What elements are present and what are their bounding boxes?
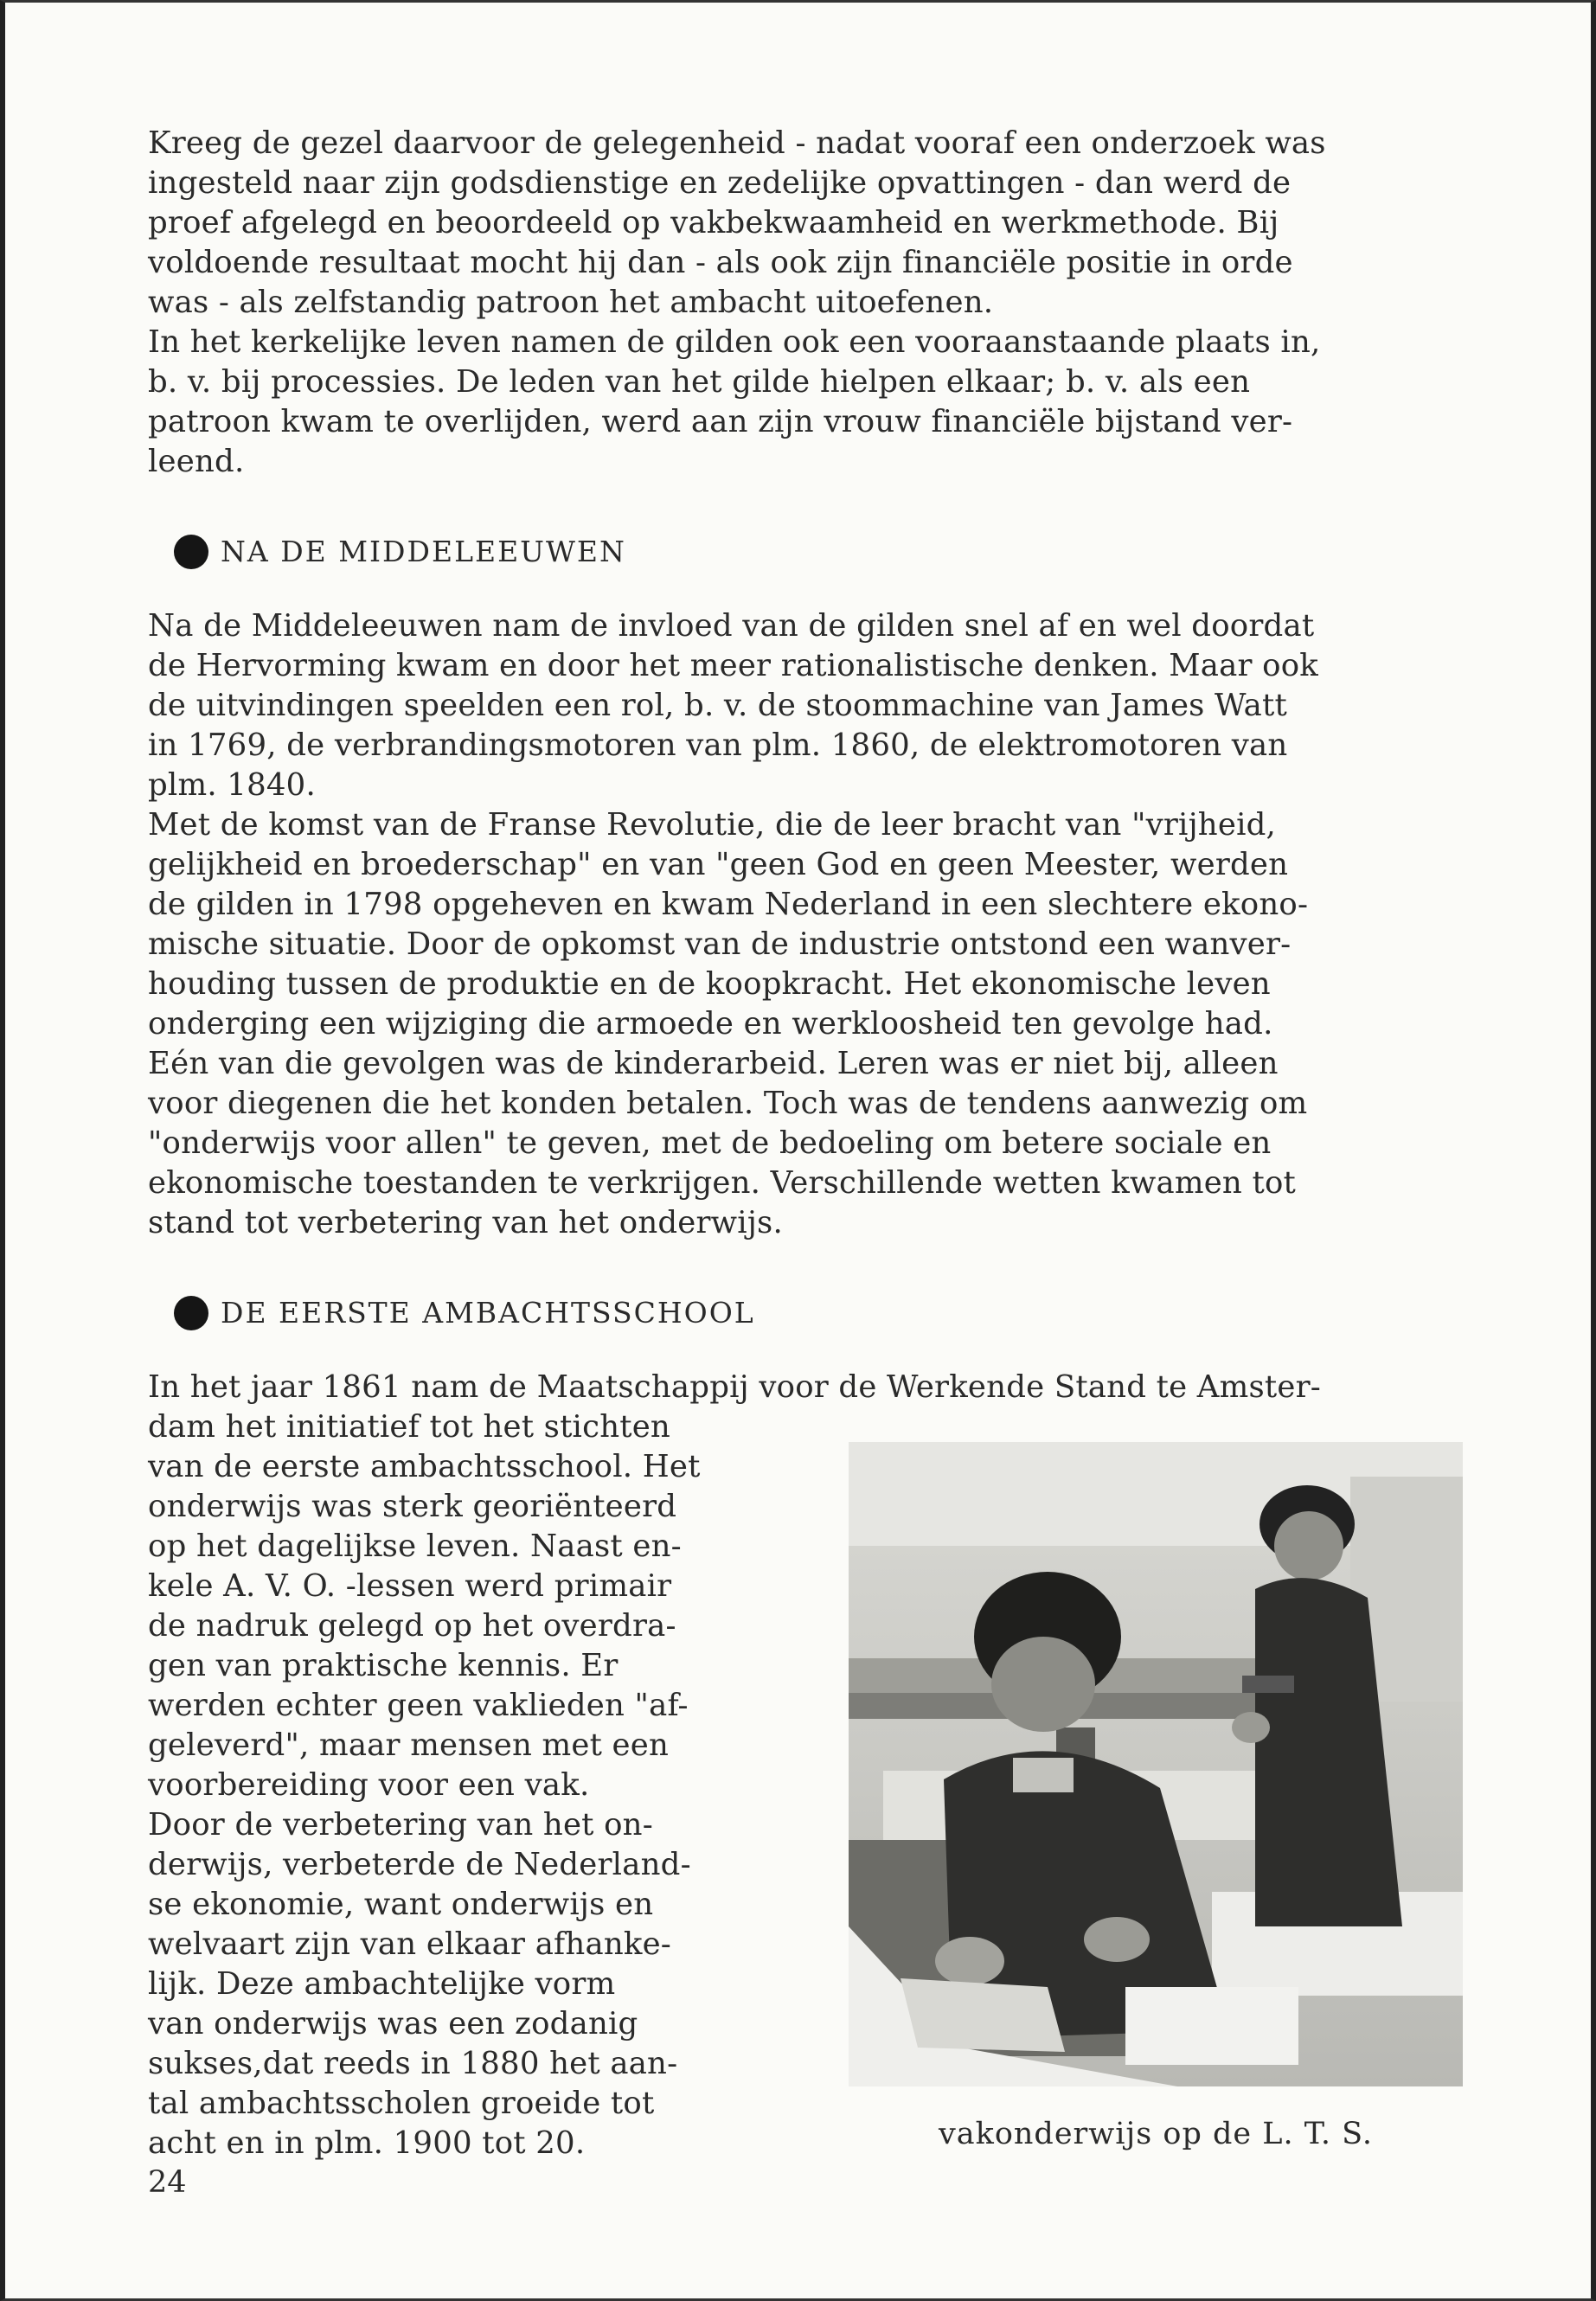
section-heading-na-de-middeleeuwen: NA DE MIDDELEEUWEN [174,532,1463,572]
page-number: 24 [148,2165,187,2200]
photo-figure [849,1442,1463,2163]
page-content [148,124,1463,2163]
ambachtsschool-column-text: dam het initiatief tot het stichten van de eerste ambachtsschool. Het onderwijs was sterk georiënteerd op het dagelijkse leven. Naast en- kele A. V. O. -lessen werd primair de nadruk gelegd op het overdra- gen van praktische kennis. Er werden echter geen vaklieden "af- geleverd", maar mensen met een voorbereiding voor een vak. Door de verbetering van het on- derwijs, verbeterde de Nederland- se ekonomie, want onderwijs en welvaart zijn van elkaar afhanke- lijk. Deze ambachtelijke vorm van onderwijs was een zodanig sukses,dat reeds in 1880 het aan- tal ambachtsscholen groeide tot acht en in plm. 1900 tot 20. [148,1409,701,2161]
bullet-icon [174,535,208,569]
text-with-photo [148,1407,1463,2163]
section-heading-eerste-ambachtsschool: DE EERSTE AMBACHTSSCHOOL [174,1293,1463,1333]
intro-paragraph: Kreeg de gezel daarvoor de gelegenheid - nadat vooraf een onderzoek was ingesteld naar zijn godsdienstige en zedelijke opvattingen - dan werd de proef afgelegd en beoordeeld op vakbekwaamheid en werkmethode. Bij voldoende resultaat mocht hij dan - als ook zijn financiële positie in orde was - als zelfstandig patroon het ambacht uitoefenen. In het kerkelijke leven namen de gilden ook een vooraanstaande plaats in, b. v. bij processies. De leden van het gilde hielpen elkaar; b. v. als een patroon kwam te overlijden, werd aan zijn vrouw financiële bijstand ver- leend. [148,125,1326,479]
bullet-icon [174,1296,208,1330]
workshop-photo [849,1442,1463,2086]
photo-caption: vakonderwijs op de L. T. S. [938,2117,1374,2151]
middeleeuwen-paragraph: Na de Middeleeuwen nam de invloed van de gilden snel af en wel doordat de Hervorming kwam en door het meer rationalistische denken. Maar ook de uitvindingen speelden een rol, b. v. de stoommachine van James Watt in 1769, de verbrandingsmotoren van plm. 1860, de elektromotoren van plm. 1840. Met de komst van de Franse Revolutie, die de leer bracht van "vrijheid, gelijkheid en broederschap" en van "geen God en geen Meester, werden de gilden in 1798 opgeheven en kwam Nederland in een slechtere ekono- mische situatie. Door de opkomst van de industrie ontstond een wanver- houding tussen de produktie en de koopkracht. Het ekonomische leven onderging een wijziging die armoede en werkloosheid ten gevolge had. Eén van die gevolgen was de kinderarbeid. Leren was er niet bij, alleen voor diegenen die het konden betalen. Toch was de tendens aanwezig om "onderwijs voor allen" te geven, met de bedoeling om betere sociale en ekonomische toestanden te verkrijgen. Verschillende wetten kwamen tot stand tot verbetering van het onderwijs. [148,608,1318,1240]
ambachtsschool-lead-line: In het jaar 1861 nam de Maatschappij voor de Werkende Stand te Amster- [148,1369,1321,1405]
